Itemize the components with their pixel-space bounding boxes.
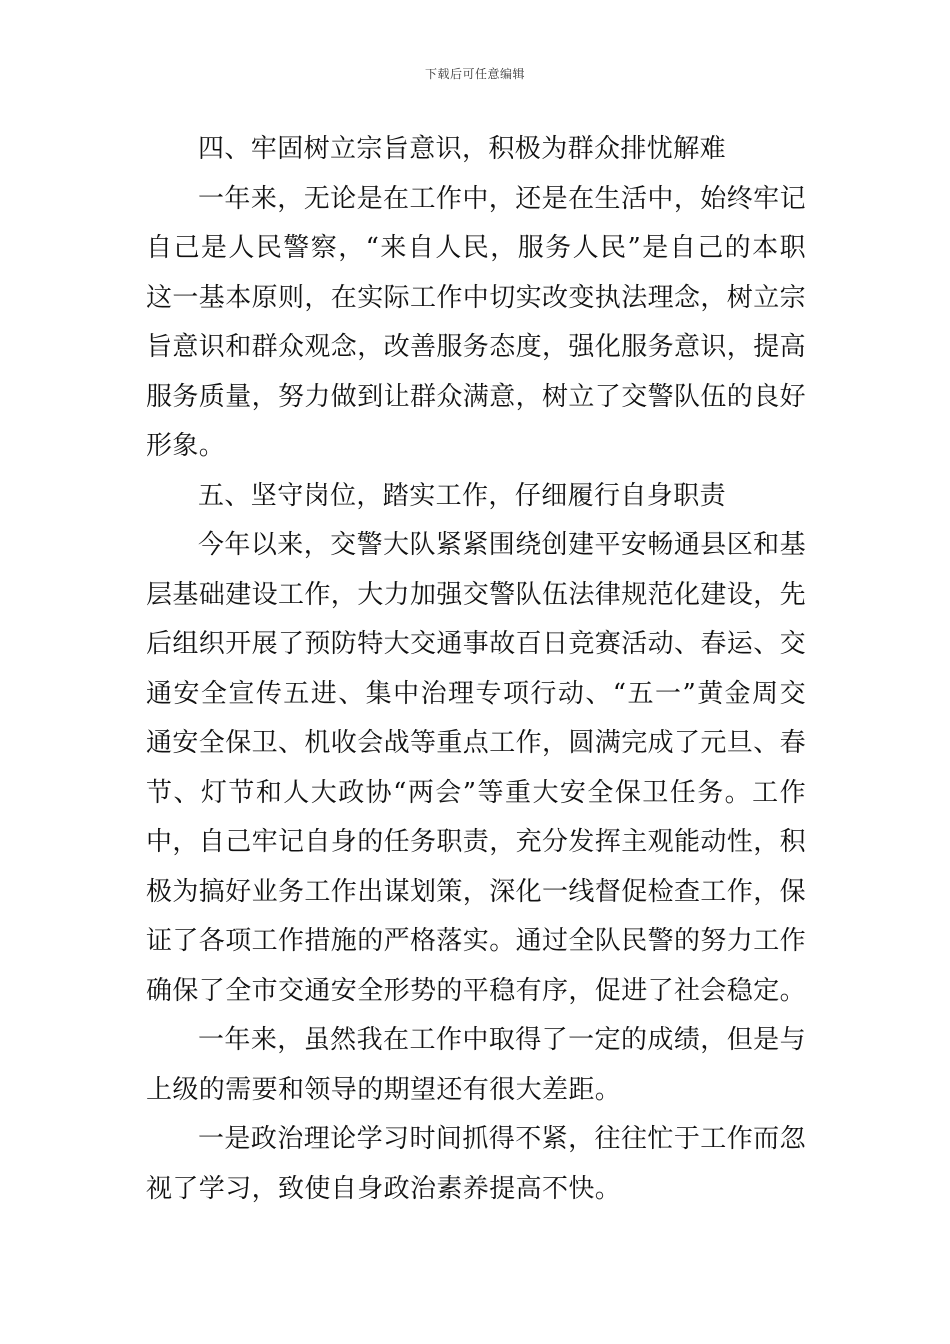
- document-body: [146, 125, 806, 1214]
- page-header-note: 下载后可任意编辑: [424, 67, 525, 81]
- paragraph: 一年来，无论是在工作中，还是在生活中，始终牢记自己是人民警察，“来自人民，服务人民”是自己的本职这一基本原则，在实际工作中切实改变执法理念，树立宗旨意识和群众观念，改善服务态度，强化服务意识，提高服务质量，努力做到让群众满意，树立了交警队伍的良好形象。: [146, 183, 807, 461]
- paragraph: 一年来，虽然我在工作中取得了一定的成绩，但是与上级的需要和领导的期望还有很大差距。: [146, 1025, 806, 1105]
- section-heading-4: 四、牢固树立宗旨意识，积极为群众排忧解难: [198, 134, 727, 164]
- paragraph: 一是政治理论学习时间抓得不紧，往往忙于工作而忽视了学习，致使自身政治素养提高不快。: [146, 1124, 806, 1204]
- section-heading-5: 五、坚守岗位，踏实工作，仔细履行自身职责: [198, 480, 727, 511]
- paragraph: 今年以来，交警大队紧紧围绕创建平安畅通县区和基层基础建设工作，大力加强交警队伍法律规范化建设，先后组织开展了预防特大交通事故百日竞赛活动、春运、交通安全宣传五进、集中治理专项行动、“五一”黄金周交通安全保卫、机收会战等重点工作，圆满完成了元旦、春节、灯节和人大政协“两会”等重大安全保卫任务。工作中，自己牢记自身的任务职责，充分发挥主观能动性，积极为搞好业务工作出谋划策，深化一线督促检查工作，保证了各项工作措施的严格落实。通过全队民警的努力工作确保了全市交通安全形势的平稳有序，促进了社会稳定。: [146, 530, 807, 1006]
